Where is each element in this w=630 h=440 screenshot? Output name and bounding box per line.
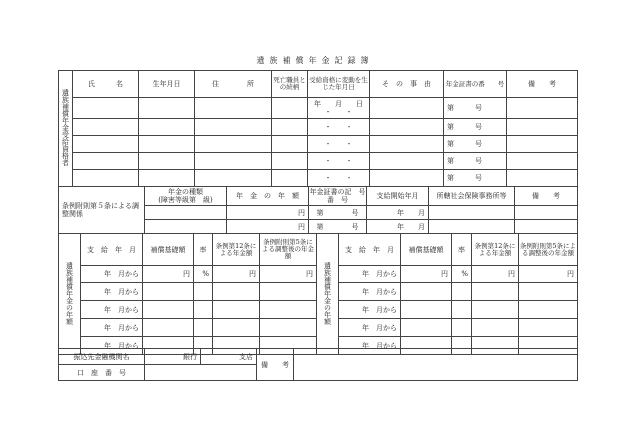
header-pension-type: 年金の種類	[168, 188, 203, 196]
table-row	[59, 153, 578, 170]
date-dots: ・ ・	[308, 136, 370, 153]
yen-unit: 円	[227, 206, 309, 220]
header-pay-month: 支 給 年 月	[81, 234, 143, 266]
right-side-label: 遺族補償年金の年額	[317, 234, 339, 355]
cert-no: 第 号	[444, 98, 507, 119]
branch-unit: 支店	[201, 349, 257, 365]
header-address: 住 所	[195, 71, 272, 98]
header-birth: 生年月日	[139, 71, 195, 98]
note-label: 備 考	[257, 349, 294, 381]
header-rate: 率	[194, 234, 213, 266]
yen-unit: 円	[143, 266, 194, 283]
ym-cell: 年 月	[367, 206, 429, 220]
cert-no: 第 号	[444, 119, 507, 136]
header-base-amount: 補償基礎額	[143, 234, 194, 266]
header-office: 所轄社会保険事務所等	[429, 187, 515, 206]
header-adjusted-amount: 条例附則第5条による調整後の年金額	[519, 234, 578, 266]
header-start-month: 支給開始年月	[367, 187, 429, 206]
from-cell: 年 月から	[339, 337, 401, 355]
header-pay-month: 支 給 年 月	[339, 234, 401, 266]
recipient-table	[58, 70, 578, 187]
header-reason: そ の 事 由	[370, 71, 444, 98]
from-cell: 年 月から	[81, 337, 143, 355]
from-cell: 年 月から	[81, 319, 143, 337]
page-title: 遺族補償年金記録簿	[256, 56, 374, 65]
header-disability-grade: (障害等級第 級)	[158, 196, 213, 204]
cert-no: 第 号	[444, 153, 507, 170]
percent-unit: %	[194, 266, 213, 283]
from-cell: 年 月から	[339, 301, 401, 319]
table-row	[59, 136, 578, 153]
account-number-label: 口 座 番 号	[59, 365, 145, 381]
bank-unit: 銀行	[145, 349, 201, 365]
number-cell: 第 号	[309, 220, 367, 234]
header-art12-amount: 条例第12条による年金額	[472, 234, 519, 266]
from-cell: 年 月から	[339, 319, 401, 337]
from-cell: 年 月から	[81, 301, 143, 319]
table-row	[59, 170, 578, 187]
header-base-amount: 補償基礎額	[401, 234, 452, 266]
number-cell: 第 号	[309, 206, 367, 220]
date-dots: ・ ・	[308, 119, 370, 136]
header-adjusted-amount: 条例附則第5条による調整後の年金額	[260, 234, 317, 266]
table-row	[59, 98, 578, 119]
header-annual-amount: 年 金 の 年 額	[227, 187, 309, 206]
header-cert-number: 年金証書の記 号 番 号	[309, 188, 373, 204]
from-cell: 年 月から	[339, 283, 401, 301]
bank-table	[58, 348, 578, 381]
header-cert: 年金証書の番 号	[444, 71, 507, 98]
yen-unit: 円	[519, 266, 578, 283]
left-side-label: 遺族補償年金の年額	[59, 234, 81, 355]
adjustment-side-label: 条例附則第５条による調整関係	[59, 187, 145, 234]
from-cell: 年 月から	[81, 283, 143, 301]
ym-cell: 年 月	[367, 220, 429, 234]
date-dots: ・ ・	[308, 153, 370, 170]
header-note: 備 考	[507, 71, 578, 98]
header-art12-amount: 条例第12条による年金額	[213, 234, 260, 266]
header-note2: 備 考	[515, 187, 578, 206]
yen-unit: 円	[472, 266, 519, 283]
yen-unit: 円	[213, 266, 260, 283]
date-dots: ・ ・	[324, 108, 353, 116]
cert-no: 第 号	[444, 136, 507, 153]
header-name: 氏 名	[73, 71, 139, 98]
yen-unit: 円	[260, 266, 317, 283]
yen-unit: 円	[401, 266, 452, 283]
header-qual-change: 受給資格に変動を生じた年月日	[308, 71, 370, 98]
header-rate: 率	[452, 234, 472, 266]
cert-no: 第 号	[444, 170, 507, 187]
recipient-side-label: 遺族補償年金受給資格者	[59, 71, 73, 187]
from-cell: 年 月から	[339, 266, 401, 283]
percent-unit: %	[452, 266, 472, 283]
table-row	[59, 119, 578, 136]
adjustment-table	[58, 186, 578, 234]
from-cell: 年 月から	[81, 266, 143, 283]
date-dots: ・ ・	[308, 170, 370, 187]
ymd-label: 年 月 日	[314, 100, 363, 108]
yen-unit: 円	[227, 220, 309, 234]
annual-amount-table	[58, 233, 578, 355]
bank-name-label: 振込先金融機関名	[59, 349, 145, 365]
header-relation: 死亡職員との続柄	[272, 71, 308, 98]
